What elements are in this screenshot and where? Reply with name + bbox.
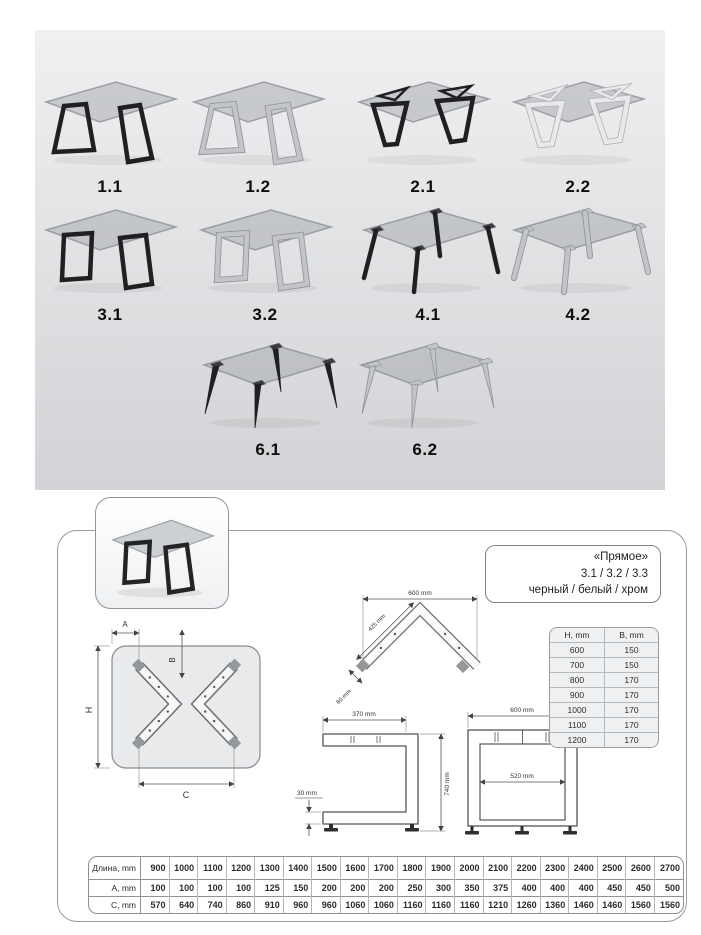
size-cell: 450 bbox=[626, 880, 655, 897]
hb-header: H, mm bbox=[550, 628, 605, 643]
size-cell: 1460 bbox=[597, 897, 626, 914]
table-render-6.2 bbox=[353, 335, 498, 430]
svg-text:H: H bbox=[84, 706, 94, 714]
hb-cell: 1100 bbox=[550, 718, 605, 733]
size-cell: 860 bbox=[226, 897, 255, 914]
size-cell: 910 bbox=[255, 897, 284, 914]
size-cell: 900 bbox=[141, 857, 170, 880]
size-cell: 960 bbox=[312, 897, 341, 914]
size-cell: 1160 bbox=[426, 897, 455, 914]
svg-text:600 mm: 600 mm bbox=[510, 707, 534, 714]
hb-cell: 170 bbox=[605, 718, 659, 733]
hb-row bbox=[550, 658, 658, 673]
size-cell: 1700 bbox=[369, 857, 398, 880]
size-cell: 1560 bbox=[626, 897, 655, 914]
table-render-1.2 bbox=[186, 72, 331, 167]
table-render-6.1 bbox=[196, 335, 341, 430]
catalog-cell-1.2 bbox=[183, 72, 333, 197]
size-cell: 100 bbox=[169, 880, 198, 897]
size-cell: 200 bbox=[340, 880, 369, 897]
size-cell: 2000 bbox=[455, 857, 484, 880]
hb-cell: 900 bbox=[550, 688, 605, 703]
hb-cell: 150 bbox=[605, 658, 659, 673]
catalog-cell-4.1 bbox=[353, 200, 503, 325]
model-label-6.1: 6.1 bbox=[255, 440, 281, 459]
model-label-2.1: 2.1 bbox=[410, 177, 436, 196]
size-cell: 1500 bbox=[312, 857, 341, 880]
catalog-cell-3.2 bbox=[190, 200, 340, 325]
size-cell: 1160 bbox=[397, 897, 426, 914]
size-cell: 1160 bbox=[455, 897, 484, 914]
table-render-4.1 bbox=[356, 200, 501, 295]
size-cell: 1460 bbox=[569, 897, 598, 914]
svg-text:B: B bbox=[168, 657, 177, 663]
model-label-6.2: 6.2 bbox=[412, 440, 438, 459]
side-profile-drawing bbox=[293, 696, 468, 853]
table-render-2.2 bbox=[506, 72, 651, 167]
size-cell: 125 bbox=[255, 880, 284, 897]
table-render-3.1 bbox=[38, 200, 183, 295]
product-image-box bbox=[95, 497, 229, 609]
size-cell: 1400 bbox=[283, 857, 312, 880]
size-cell: 2500 bbox=[597, 857, 626, 880]
svg-text:600 mm: 600 mm bbox=[408, 590, 432, 597]
size-cell: 300 bbox=[426, 880, 455, 897]
hb-row bbox=[550, 733, 658, 748]
size-cell: 1210 bbox=[483, 897, 512, 914]
svg-text:425 mm: 425 mm bbox=[367, 613, 388, 634]
catalog-cell-4.2 bbox=[503, 200, 653, 325]
size-cell: 1260 bbox=[512, 897, 541, 914]
hb-cell: 170 bbox=[605, 673, 659, 688]
catalog-cell-6.1 bbox=[193, 335, 343, 460]
model-label-2.2: 2.2 bbox=[565, 177, 591, 196]
size-cell: 250 bbox=[397, 880, 426, 897]
size-cell: 1060 bbox=[369, 897, 398, 914]
size-cell: 1600 bbox=[340, 857, 369, 880]
size-cell: 2100 bbox=[483, 857, 512, 880]
svg-text:370 mm: 370 mm bbox=[352, 711, 376, 718]
model-label-4.1: 4.1 bbox=[415, 305, 441, 324]
model-label-1.1: 1.1 bbox=[97, 177, 123, 196]
size-cell: 1560 bbox=[654, 897, 683, 914]
bracket-drawing bbox=[335, 586, 490, 708]
plan-drawing bbox=[82, 616, 277, 804]
hb-row bbox=[550, 688, 658, 703]
size-cell: 200 bbox=[312, 880, 341, 897]
size-cell: 500 bbox=[654, 880, 683, 897]
size-table bbox=[89, 857, 683, 913]
size-row-header: Длина, mm bbox=[89, 857, 141, 880]
model-label-3.1: 3.1 bbox=[97, 305, 123, 324]
hb-row bbox=[550, 703, 658, 718]
hb-cell: 1000 bbox=[550, 703, 605, 718]
size-cell: 350 bbox=[455, 880, 484, 897]
catalog-cell-1.1 bbox=[35, 72, 185, 197]
size-cell: 960 bbox=[283, 897, 312, 914]
hb-header: B, mm bbox=[605, 628, 659, 643]
info-models: 3.1 / 3.2 / 3.3 bbox=[580, 567, 648, 580]
table-render-2.1 bbox=[351, 72, 496, 167]
table-render-3.2 bbox=[193, 200, 338, 295]
svg-text:C: C bbox=[182, 790, 190, 800]
size-cell: 450 bbox=[597, 880, 626, 897]
size-cell: 1300 bbox=[255, 857, 284, 880]
size-cell: 2600 bbox=[626, 857, 655, 880]
hb-row bbox=[550, 643, 658, 658]
size-cell: 1800 bbox=[397, 857, 426, 880]
size-cell: 100 bbox=[198, 880, 227, 897]
hb-cell: 800 bbox=[550, 673, 605, 688]
hb-table-wrap bbox=[549, 627, 659, 748]
svg-text:520 mm: 520 mm bbox=[510, 773, 534, 780]
svg-text:A: A bbox=[122, 620, 128, 629]
size-cell: 1000 bbox=[169, 857, 198, 880]
size-cell: 1060 bbox=[340, 897, 369, 914]
table-render-4.2 bbox=[506, 200, 651, 295]
size-cell: 375 bbox=[483, 880, 512, 897]
size-cell: 100 bbox=[141, 880, 170, 897]
hb-cell: 170 bbox=[624, 735, 639, 745]
hb-table bbox=[550, 628, 658, 747]
info-title: «Прямое» bbox=[593, 550, 648, 563]
size-row-header: A, mm bbox=[89, 880, 141, 897]
svg-text:60 mm: 60 mm bbox=[335, 688, 353, 706]
size-cell: 100 bbox=[226, 880, 255, 897]
size-row bbox=[89, 857, 683, 880]
product-image bbox=[101, 505, 223, 601]
size-cell: 640 bbox=[169, 897, 198, 914]
info-box bbox=[485, 545, 661, 603]
size-row bbox=[89, 880, 683, 897]
catalog-cell-3.1 bbox=[35, 200, 185, 325]
size-cell: 1200 bbox=[226, 857, 255, 880]
catalog-cell-2.1 bbox=[348, 72, 498, 197]
catalog-panel bbox=[35, 30, 665, 490]
size-cell: 400 bbox=[569, 880, 598, 897]
hb-cell: 600 bbox=[550, 643, 605, 658]
hb-row bbox=[550, 673, 658, 688]
size-cell: 2400 bbox=[569, 857, 598, 880]
catalog-cell-2.2 bbox=[503, 72, 653, 197]
info-finishes: черный / белый / хром bbox=[528, 584, 648, 597]
table-render-1.1 bbox=[38, 72, 183, 167]
hb-cell: 150 bbox=[605, 643, 659, 658]
size-cell: 1100 bbox=[198, 857, 227, 880]
size-table-wrap bbox=[88, 856, 684, 914]
size-cell: 200 bbox=[369, 880, 398, 897]
size-cell: 400 bbox=[540, 880, 569, 897]
hb-row bbox=[550, 718, 658, 733]
size-row-header: C, mm bbox=[89, 897, 141, 914]
size-cell: 570 bbox=[141, 897, 170, 914]
catalog-cell-6.2 bbox=[350, 335, 500, 460]
hb-cell: 700 bbox=[550, 658, 605, 673]
hb-cell: 170 bbox=[605, 703, 659, 718]
svg-text:740 mm: 740 mm bbox=[444, 772, 451, 796]
size-cell: 2200 bbox=[512, 857, 541, 880]
size-cell: 1900 bbox=[426, 857, 455, 880]
hb-cell: 1200 bbox=[550, 733, 605, 748]
size-cell: 150 bbox=[283, 880, 312, 897]
size-row bbox=[89, 897, 683, 914]
size-cell: 1360 bbox=[540, 897, 569, 914]
svg-text:30 mm: 30 mm bbox=[297, 790, 317, 797]
model-label-1.2: 1.2 bbox=[245, 177, 271, 196]
size-cell: 740 bbox=[198, 897, 227, 914]
size-cell: 400 bbox=[512, 880, 541, 897]
model-label-3.2: 3.2 bbox=[252, 305, 278, 324]
size-cell: 2700 bbox=[654, 857, 683, 880]
hb-cell: 170 bbox=[605, 688, 659, 703]
size-cell: 2300 bbox=[540, 857, 569, 880]
model-label-4.2: 4.2 bbox=[565, 305, 591, 324]
